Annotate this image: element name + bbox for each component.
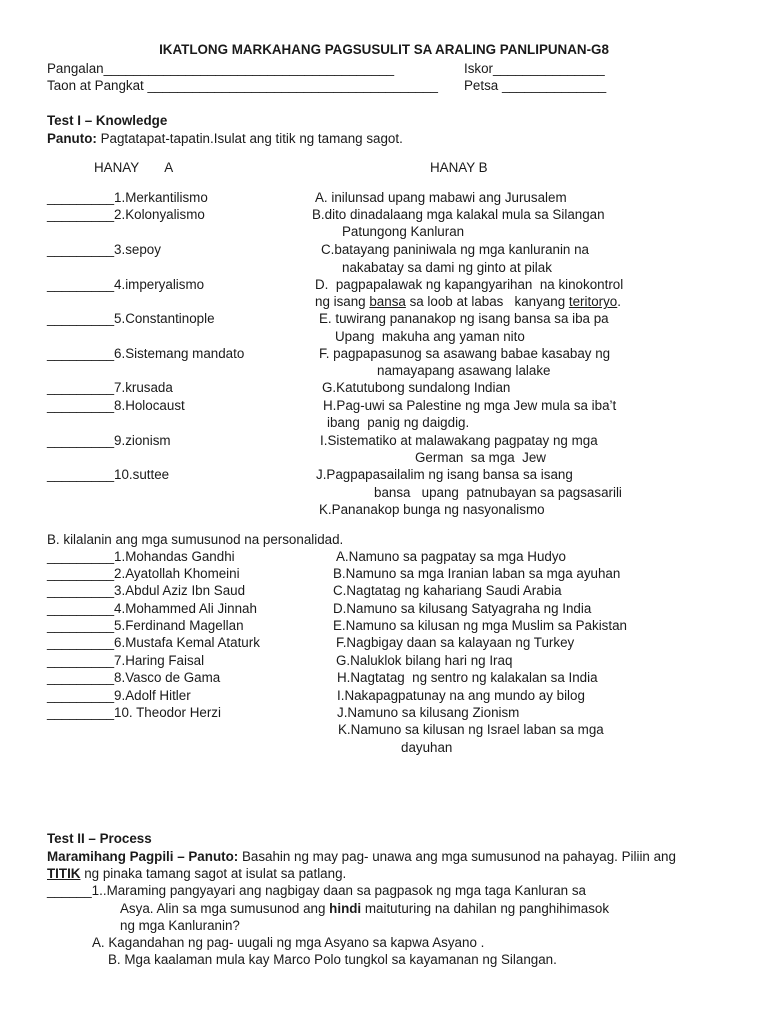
question-1-option-a: A. Kagandahan ng pag- uugali ng mga Asyano sa kapwa Asyano . [92,935,485,950]
item-a-8: _________8.Holocaust [47,398,185,413]
choice-b-j-cont: bansa upang patnubayan sa pagsasarili [374,485,622,500]
item-a-1: _________1.Merkantilismo [47,190,208,205]
exam-title: IKATLONG MARKAHANG PAGSUSULIT SA ARALING PANLIPUNAN-G8 [159,42,609,57]
choice-b-b: B.dito dinadalaang mga kalakal mula sa Silangan [312,207,605,222]
date-field: Petsa ______________ [464,78,607,93]
titik-emphasis: TITIK [47,866,81,881]
choice-b-f-cont: namayapang asawang lalake [377,363,551,378]
partb-choice-g: G.Naluklok bilang hari ng Iraq [336,653,513,668]
score-field: Iskor_______________ [464,61,605,76]
test2-instruction-text2: ng pinaka tamang sagot at isulat sa patlang. [80,866,347,881]
choice-b-e: E. tuwirang pananakop ng isang bansa sa iba pa [319,311,609,326]
choice-b-e-cont: Upang makuha ang yaman nito [335,329,525,344]
choice-b-g: G.Katutubong sundalong Indian [322,380,511,395]
choice-b-d-cont [315,294,621,310]
test1-instruction [47,131,403,147]
name-field: Pangalan_______________________________________ [47,61,395,76]
choice-b-d-teritoryo: teritoryo [568,294,618,309]
question-1-option-b: B. Mga kaalaman mula kay Marco Polo tungkol sa kayamanan ng Silangan. [108,952,557,967]
test1-instruction-text: Pagtatapat-tapatin.Isulat ang titik ng tamang sagot. [96,131,403,146]
partb-item-2: _________2.Ayatollah Khomeini [47,566,240,581]
choice-b-c-cont: nakabatay sa dami ng ginto at pilak [342,260,552,275]
choice-b-c: C.batayang paniniwala ng mga kanluranin na [321,242,589,257]
partb-item-8: _________8.Vasco de Gama [47,670,221,685]
item-a-3: _________3.sepoy [47,242,161,257]
partb-choice-f: F.Nagbigay daan sa kalayaan ng Turkey [336,635,575,650]
partb-instruction: B. kilalanin ang mga sumusunod na personalidad. [47,532,344,547]
choice-b-h: H.Pag-uwi sa Palestine ng mga Jew mula sa iba’t [323,398,617,413]
item-a-9: _________9.zionism [47,433,171,448]
choice-b-i-cont: German sa mga Jew [415,450,546,465]
question-1-line3: ng mga Kanluranin? [120,918,240,933]
hindi-emphasis: hindi [329,901,362,916]
choice-b-d-text3: . [617,294,621,309]
partb-choice-e: E.Namuno sa kilusan ng mga Muslim sa Pakistan [333,618,627,633]
partb-item-3: _________3.Abdul Aziz Ibn Saud [47,583,246,598]
test2-instruction-text: Basahin ng may pag- unawa ang mga sumusunod na pahayag. Piliin ang [238,849,676,864]
partb-choice-b: B.Namuno sa mga Iranian laban sa mga ayuhan [333,566,621,581]
partb-choice-j: J.Namuno sa kilusang Zionism [337,705,520,720]
choice-b-f: F. pagpapasunog sa asawang babae kasabay ng [319,346,611,361]
question-1-text-a: Asya. Alin sa mga sumusunod ang [120,901,330,916]
test2-heading: Test II – Process [47,831,152,846]
partb-choice-k: K.Namuno sa kilusan ng Israel laban sa mga [338,722,604,737]
question-1: ______1..Maraming pangyayari ang nagbigay daan sa pagpasok ng mga taga Kanluran sa [47,883,586,898]
partb-choice-k-cont: dayuhan [401,740,453,755]
partb-choice-i: I.Nakapagpatunay na ang mundo ay bilog [337,688,585,703]
item-a-6: _________6.Sistemang mandato [47,346,245,361]
item-a-5: _________5.Constantinople [47,311,215,326]
partb-item-9: _________9.Adolf Hitler [47,688,191,703]
choice-b-d: D. pagpapalawak ng kapangyarihan na kinokontrol [315,277,624,292]
partb-item-5: _________5.Ferdinand Magellan [47,618,244,633]
column-a-label: HANAY A [94,160,174,175]
partb-choice-d: D.Namuno sa kilusang Satyagraha ng India [333,601,592,616]
item-a-10: _________10.suttee [47,467,170,482]
choice-b-i: I.Sistematiko at malawakang pagpatay ng mga [320,433,598,448]
test1-heading: Test I – Knowledge [47,113,168,128]
choice-b-d-text1: ng isang [315,294,370,309]
choice-b-h-cont: ibang panig ng daigdig. [327,415,470,430]
column-b-label: HANAY B [430,160,488,175]
choice-b-k: K.Pananakop bunga ng nasyonalismo [319,502,545,517]
test2-instruction-label: Maramihang Pagpili – Panuto: [47,849,239,864]
partb-choice-h: H.Nagtatag ng sentro ng kalakalan sa India [337,670,598,685]
choice-b-d-bansa: bansa [369,294,406,309]
item-a-4: _________4.imperyalismo [47,277,205,292]
partb-choice-c: C.Nagtatag ng kahariang Saudi Arabia [333,583,562,598]
partb-item-4: _________4.Mohammed Ali Jinnah [47,601,257,616]
section-field: Taon at Pangkat _______________________________________ [47,78,438,93]
choice-b-a: A. inilunsad upang mabawi ang Jurusalem [315,190,567,205]
choice-b-j: J.Pagpapasailalim ng isang bansa sa isang [316,467,573,482]
test2-instruction [47,849,676,865]
partb-item-7: _________7.Haring Faisal [47,653,205,668]
test2-instruction-line2 [47,866,346,882]
question-1-text-c: maituturing na dahilan ng panghihimasok [361,901,610,916]
partb-item-10: _________10. Theodor Herzi [47,705,221,720]
partb-choice-a: A.Namuno sa pagpatay sa mga Hudyo [336,549,567,564]
test1-instruction-label: Panuto: [47,131,97,146]
question-1-line2 [120,901,609,917]
choice-b-b-cont: Patungong Kanluran [342,224,465,239]
partb-item-6: _________6.Mustafa Kemal Ataturk [47,635,260,650]
item-a-7: _________7.krusada [47,380,173,395]
partb-item-1: _________1.Mohandas Gandhi [47,549,235,564]
item-a-2: _________2.Kolonyalismo [47,207,205,222]
choice-b-d-text2: sa loob at labas kanyang [405,294,569,309]
